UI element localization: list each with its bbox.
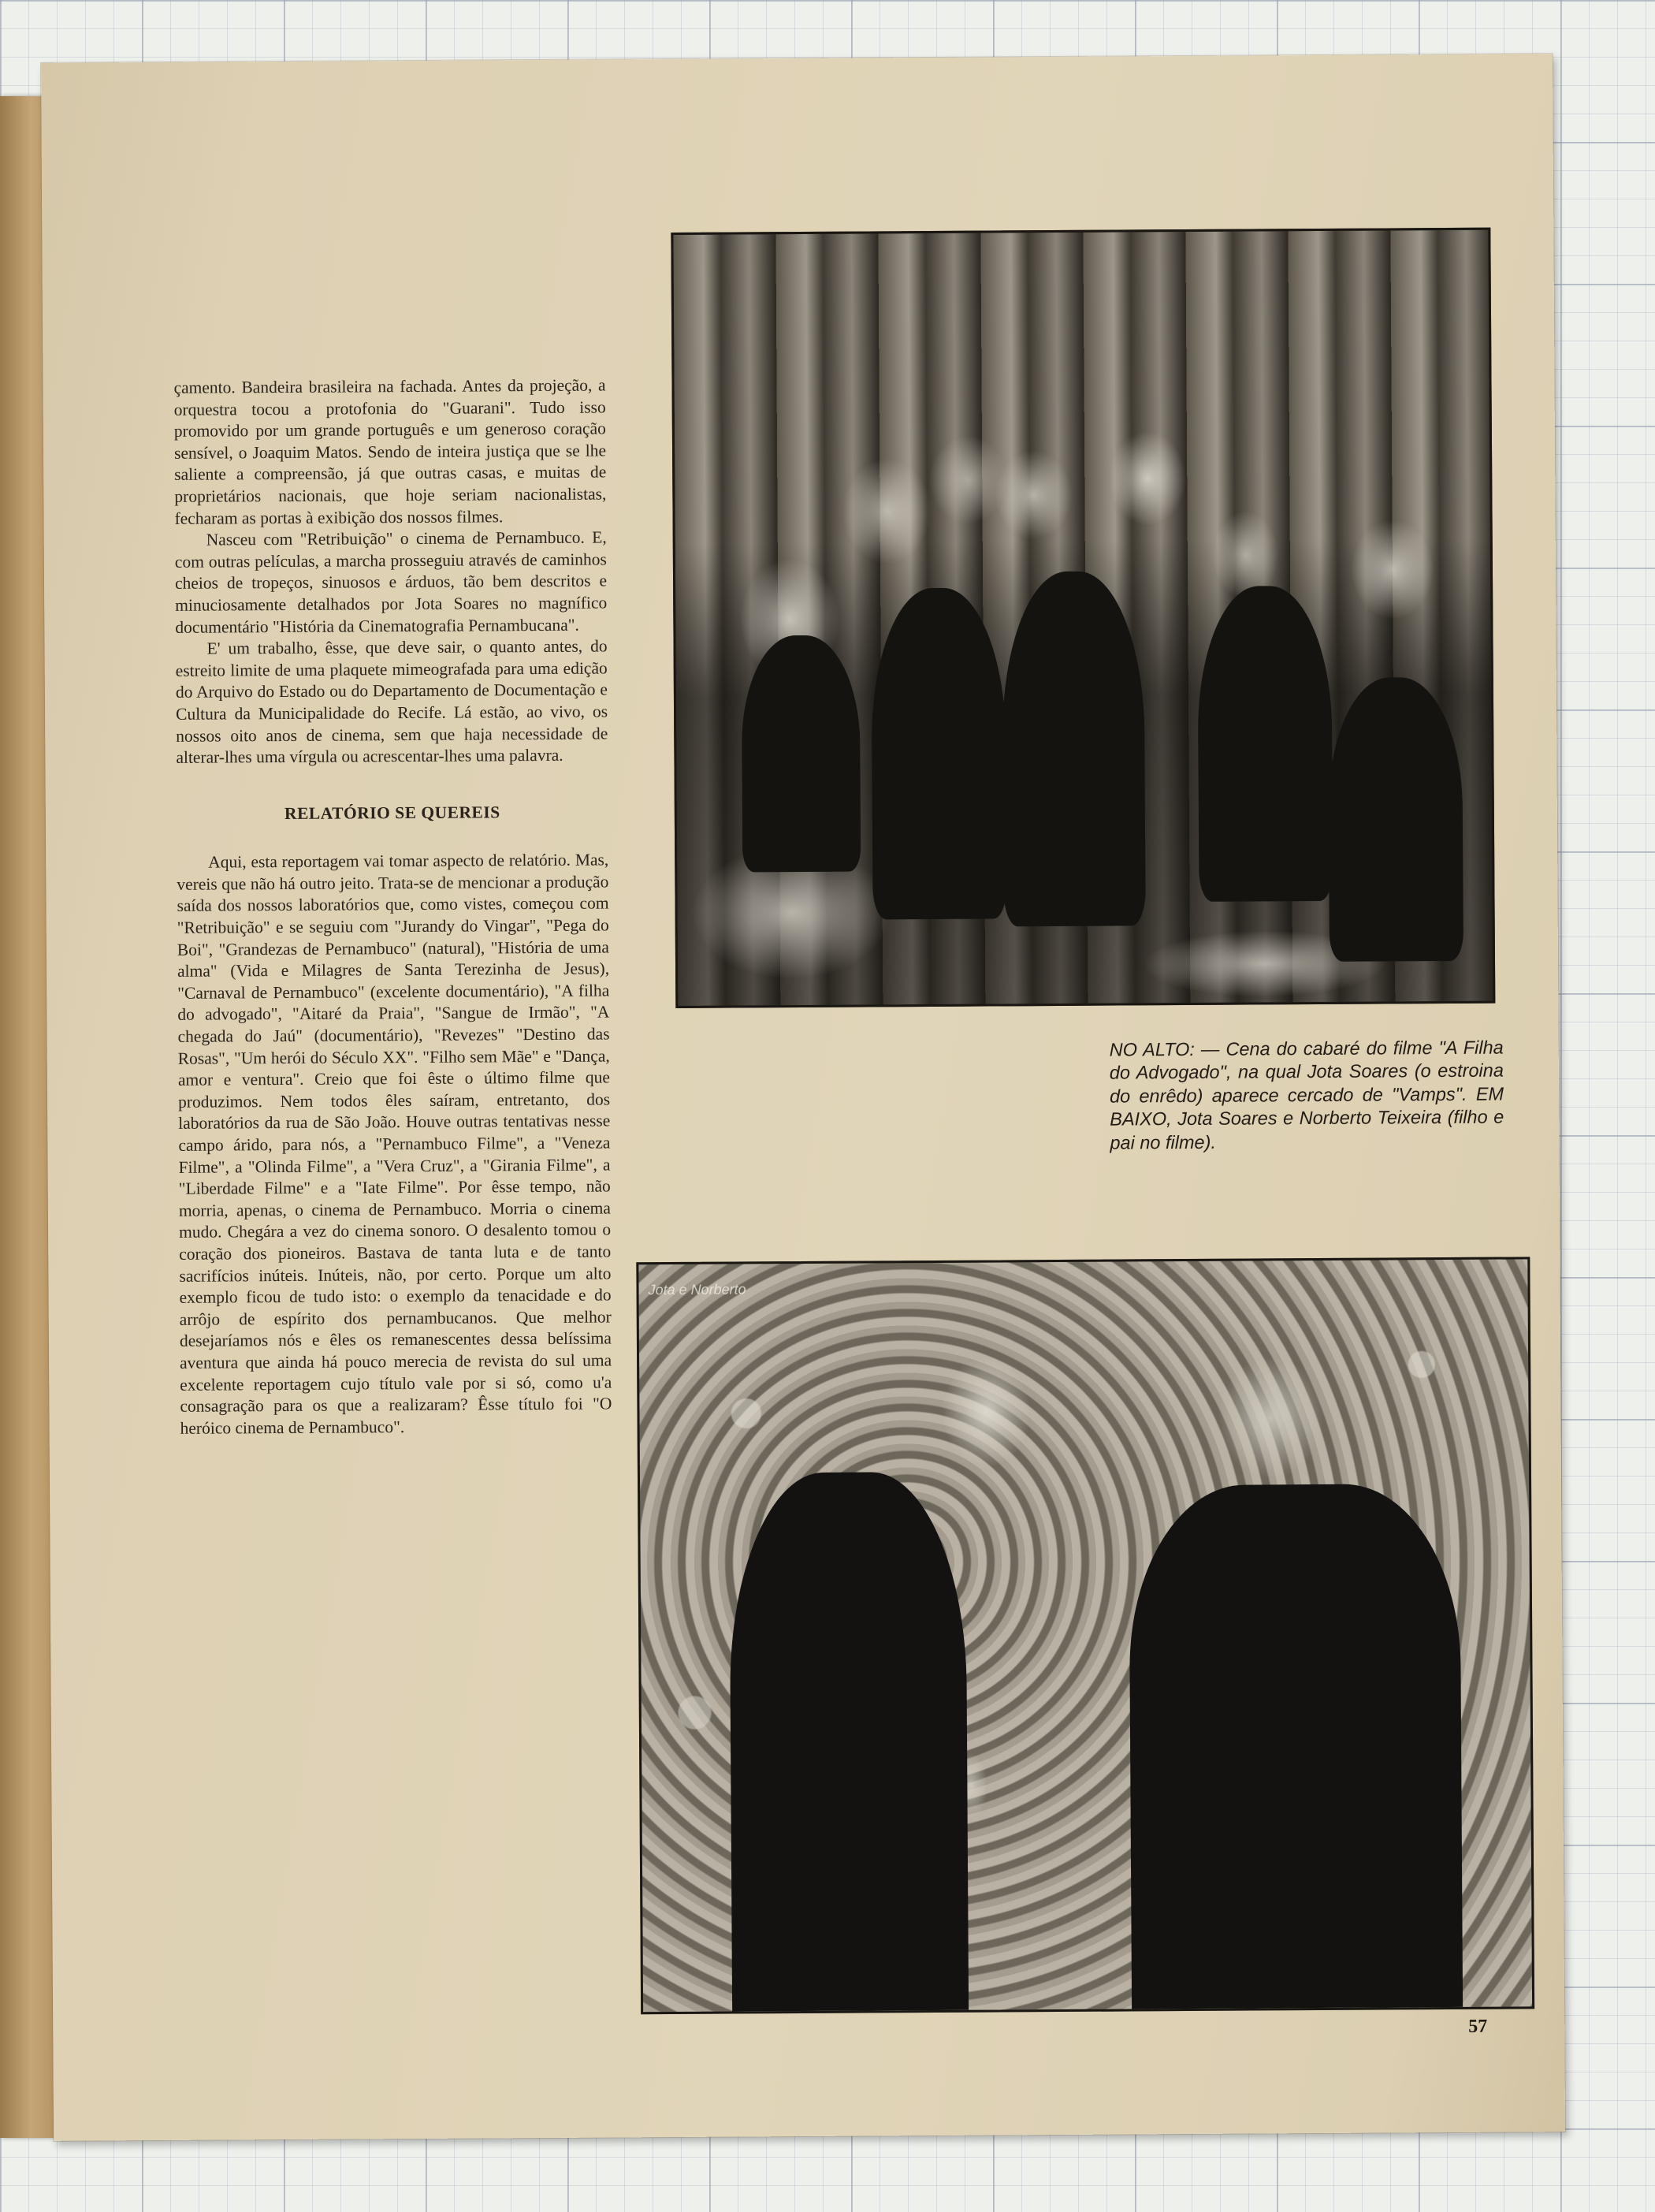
article-paragraph: Nasceu com "Retribuição" o cinema de Pernambuco. E, com outras películas, a marcha prosseguiu através de caminhos cheios de tropeços, sinuosos e árduos, tão bem descritos e minuciosamente detalhados por Jota Soares no magnífico documentário "História da Cinematografia Pernambucana". (174, 527, 608, 637)
photo-caption (1110, 1037, 1504, 1155)
article-paragraph: Aqui, esta reportagem vai tomar aspecto de relatório. Mas, vereis que não há outro jeito. Trata-se de mencionar a produção saída dos nossos laboratórios que, como vistes, começou com "Retribuição" e se seguiu com "Jurandy do Vingar", "Pega do Boi", "Grandezas de Pernambuco" (natural), "História de uma alma" (Vida e Milagres de Santa Terezinha de Jesus), "Carnaval de Pernambuco" (excelente documentário), "A filha do advogado", "Aitaré da Praia", "Sangue de Irmão", "A chegada do Jaú" (documentário), "Revezes" "Destino das Rosas", "Um herói do Século XX". "Filho sem Mãe" e "Dança, amor e ventura". Creio que foi êste o último filme que produzimos. Nem todos êles saíram, entretanto, dos laboratórios da rua de São João. Houve outras tentativas nesse campo árido, para nós, a "Pernambuco Filme", a "Veneza Filme", a "Olinda Filme", a "Vera Cruz", a "Girania Filme", a "Liberdade Filme" e a "Iate Filme". Por êsse tempo, não morria, apenas, o cinema de Pernambuco. Morria o cinema mudo. Chegára a vez do cinema sonoro. O desalento tomou o coração dos pioneiros. Bastava de tanta luta e de tanto sacrifícios inúteis. Inúteis, não, por certo. Porque um alto exemplo ficou de tudo isto: o exemplo da tenacidade e do arrôjo de espírito dos pernambucanos. Que melhor desejaríamos nós e êles os remanescentes dessa belíssima aventura que ainda há pouco merecia de revista do sul uma excelente reportagem cujo título vale por si só, como u'a consagração para os que a realizaram? Êsse título foi "O heróico cinema de Pernambuco". (177, 850, 612, 1438)
photo-inscription: Jota e Norberto (648, 1281, 746, 1298)
article-column (173, 374, 612, 1439)
caption-bottom-text: Jota Soares e Norberto Teixeira (filho e pai no filme). (1110, 1106, 1504, 1153)
cabaret-scene-photo (671, 228, 1495, 1008)
caption-top-label: NO ALTO: (1109, 1038, 1195, 1060)
page-number: 57 (1468, 2016, 1488, 2037)
section-heading: RELATÓRIO SE QUEREIS (284, 803, 500, 823)
article-paragraph: E' um trabalho, êsse, que deve sair, o quanto antes, do estreito limite de uma plaquete mimeografada para uma edição do Arquivo do Estado ou do Departamento de Documentação e Cultura da Municipalidade do Recife. Lá estão, ao vivo, os nossos oito anos de cinema, sem que haja necessidade de alterar-lhes uma vírgula ou acrescentar-lhes uma palavra. (175, 636, 608, 767)
caption-bottom-label: EM BAIXO, (1110, 1083, 1504, 1130)
father-son-scene-photo (636, 1257, 1534, 2014)
caption-top-text: — Cena do cabaré do filme "A Filha do Advogado", na qual Jota Soares (o estroina do enrêdo) aparece cercado de "Vamps". (1109, 1037, 1504, 1107)
article-paragraph: çamento. Bandeira brasileira na fachada. Antes da projeção, a orquestra tocou a protofonia do "Guarani". Tudo isso promovido por um grande português e um generoso coração sensível, o Joaquim Matos. Sendo de inteira justiça que se lhe saliente a compreensão, já que outras casas, e muitas de proprietários nacionais, que hoje seriam nacionalistas, fecharam as portas à exibição dos nossos filmes. (173, 375, 607, 528)
magazine-page (41, 54, 1565, 2141)
